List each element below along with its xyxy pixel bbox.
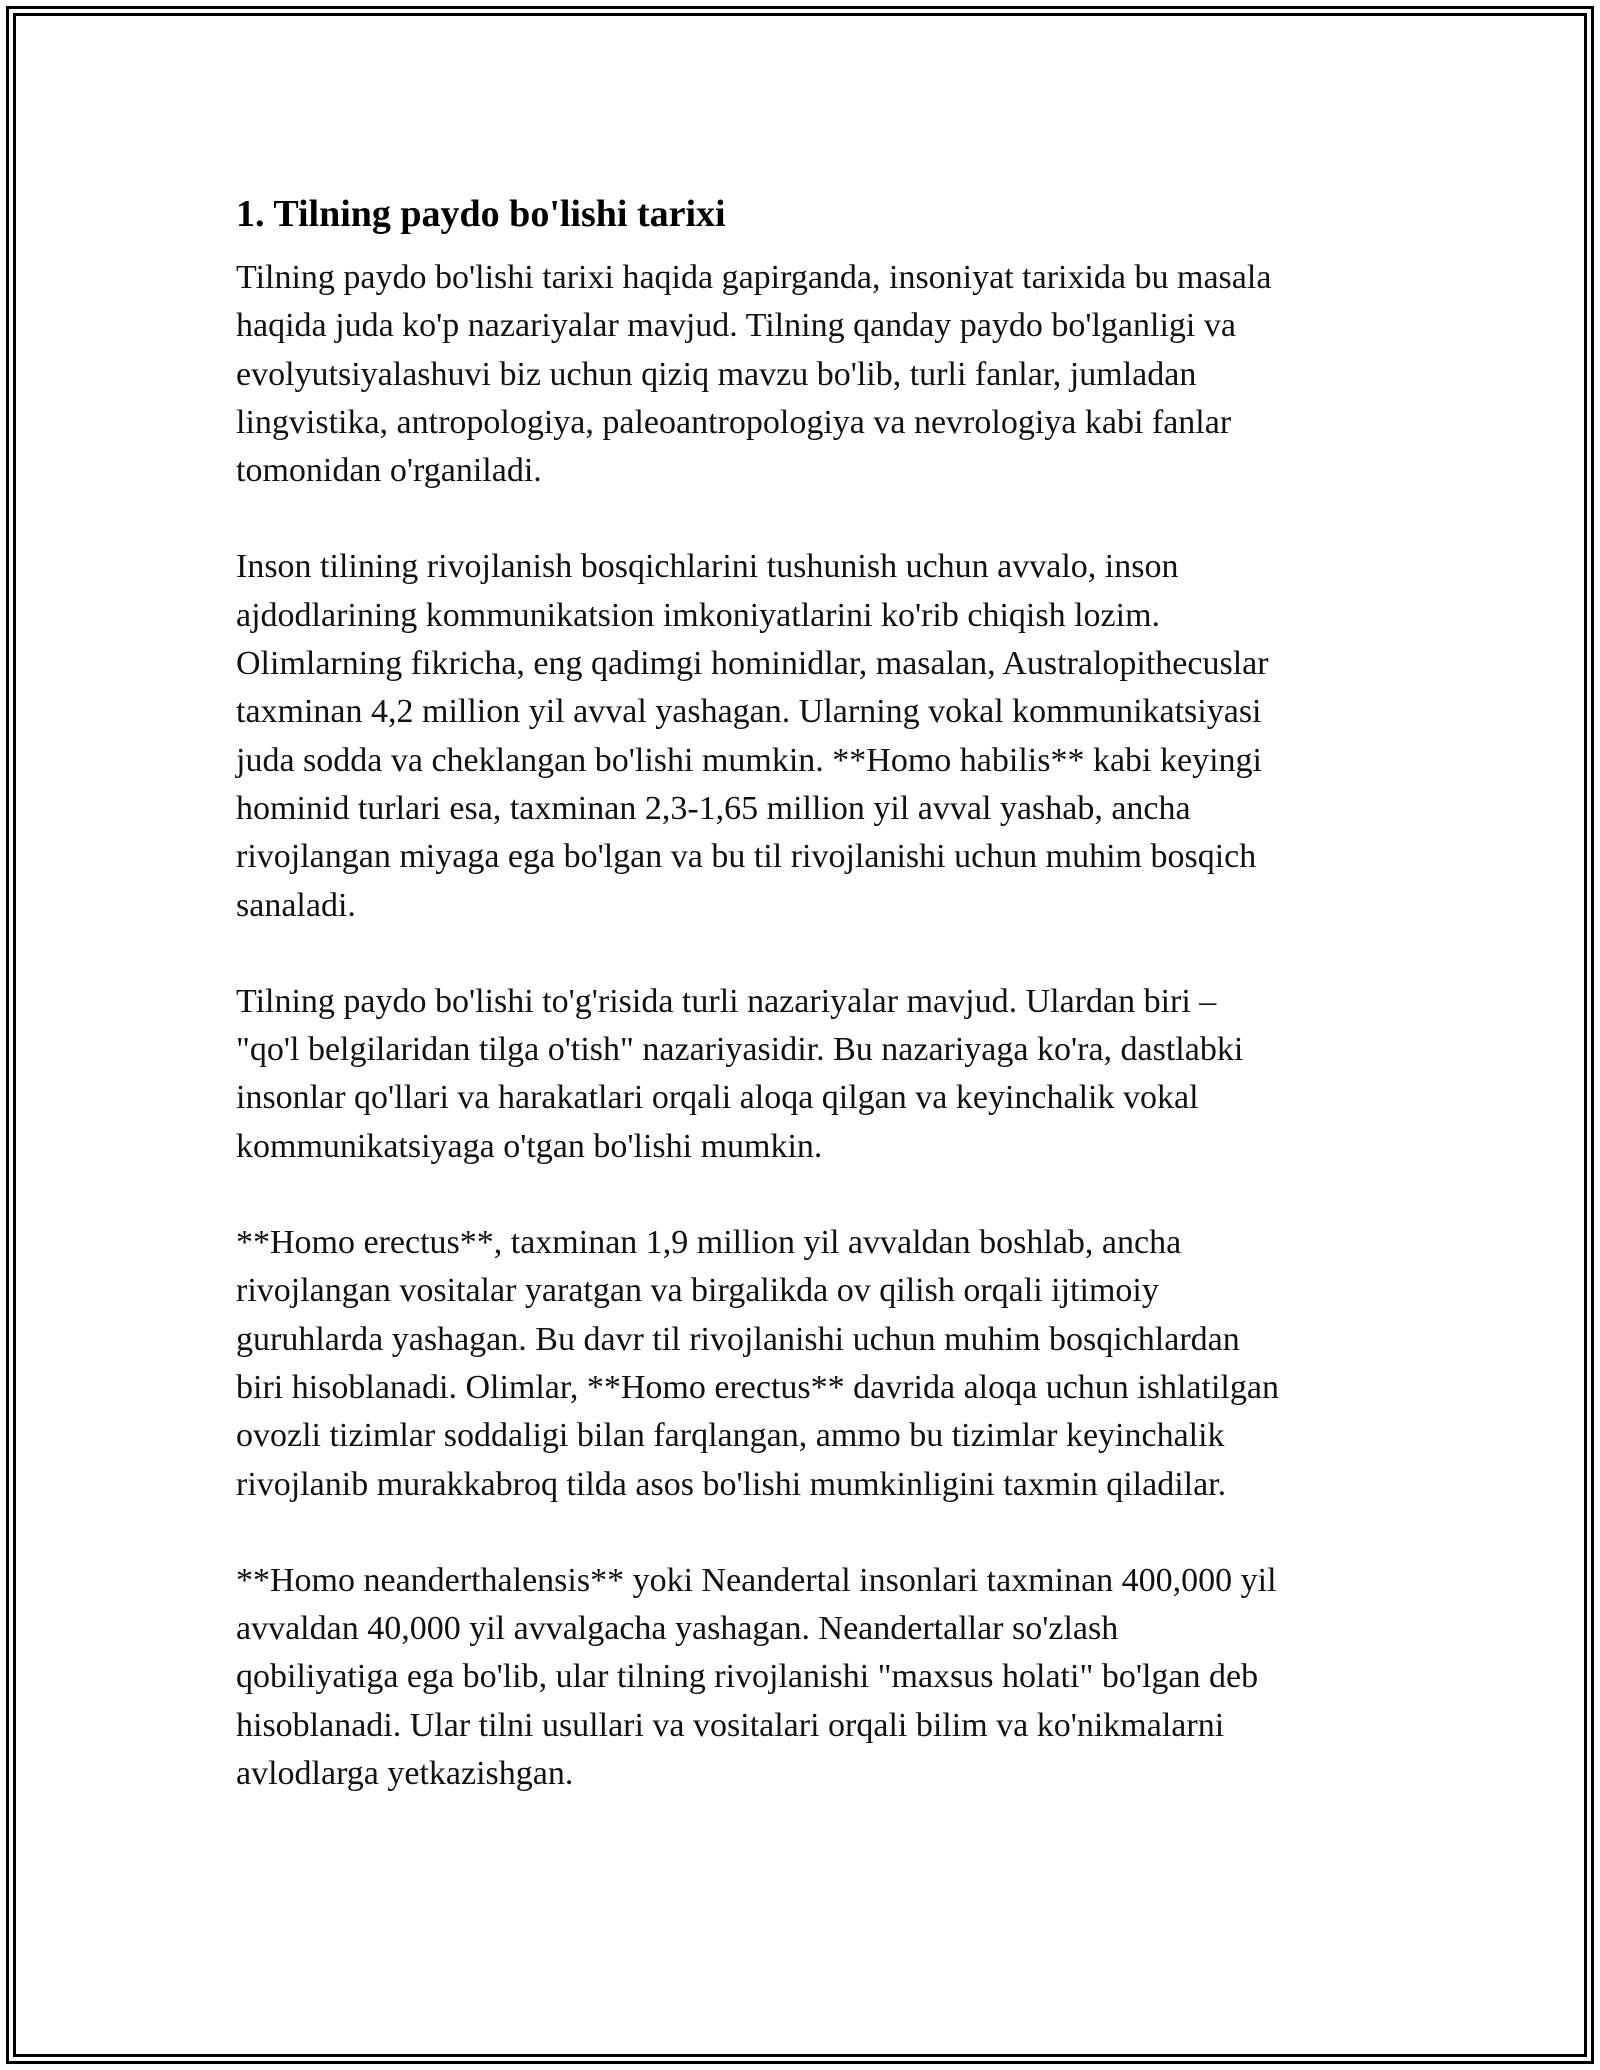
paragraph-line: Tilning paydo bo'lishi to'g'risida turli nazariyalar mavjud. Ulardan biri – [236, 982, 1217, 1020]
paragraph-line: kommunikatsiyaga o'tgan bo'lishi mumkin. [236, 1127, 823, 1165]
paragraph-line: qobiliyatiga ega bo'lib, ular tilning rivojlanishi "maxsus holati" bo'lgan deb [236, 1658, 1259, 1696]
paragraph-line: tomonidan o'rganiladi. [236, 452, 542, 490]
paragraph-3 [236, 978, 1386, 1171]
paragraph-5 [236, 1557, 1386, 1798]
paragraph-line: Olimlarning fikricha, eng qadimgi hominidlar, masalan, Australopithecuslar [236, 645, 1269, 683]
paragraph-line: biri hisoblanadi. Olimlar, **Homo erectus** davrida aloqa uchun ishlatilgan [236, 1368, 1279, 1406]
paragraph-line: haqida juda ko'p nazariyalar mavjud. Tilning qanday paydo bo'lganligi va [236, 307, 1236, 345]
document-body [236, 188, 1386, 1846]
paragraph-1 [236, 254, 1386, 495]
paragraph-line: guruhlarda yashagan. Bu davr til rivojlanishi uchun muhim bosqichlardan [236, 1320, 1240, 1358]
paragraph-line: taxminan 4,2 million yil avval yashagan. Ularning vokal kommunikatsiyasi [236, 693, 1262, 731]
paragraph-line: **Homo neanderthalensis** yoki Neandertal insonlari taxminan 400,000 yil [236, 1561, 1277, 1599]
paragraph-line: evolyutsiyalashuvi biz uchun qiziq mavzu bo'lib, turli fanlar, jumladan [236, 355, 1197, 393]
paragraph-line: rivojlangan vositalar yaratgan va birgalikda ov qilish orqali ijtimoiy [236, 1272, 1159, 1310]
paragraph-line: Inson tilining rivojlanish bosqichlarini tushunish uchun avvalo, inson [236, 548, 1179, 586]
paragraph-line: "qo'l belgilaridan tilga o'tish" nazariyasidir. Bu nazariyaga ko'ra, dastlabki [236, 1031, 1244, 1069]
paragraph-line: **Homo erectus**, taxminan 1,9 million yil avvaldan boshlab, ancha [236, 1224, 1182, 1262]
paragraph-line: rivojlanib murakkabroq tilda asos bo'lishi mumkinligini taxmin qiladilar. [236, 1465, 1227, 1503]
paragraph-line: ovozli tizimlar soddaligi bilan farqlangan, ammo bu tizimlar keyinchalik [236, 1417, 1225, 1455]
paragraph-line: avvaldan 40,000 yil avvalgacha yashagan. Neandertallar so'zlash [236, 1610, 1119, 1648]
paragraph-line: sanaladi. [236, 886, 356, 924]
paragraph-line: juda sodda va cheklangan bo'lishi mumkin. **Homo habilis** kabi keyingi [236, 741, 1262, 779]
section-title: 1. Tilning paydo bo'lishi tarixi [236, 193, 726, 235]
paragraph-line: lingvistika, antropologiya, paleoantropologiya va nevrologiya kabi fanlar [236, 403, 1232, 441]
paragraph-line: ajdodlarining kommunikatsion imkoniyatlarini ko'rib chiqish lozim. [236, 596, 1161, 634]
paragraph-line: Tilning paydo bo'lishi tarixi haqida gapirganda, insoniyat tarixida bu masala [236, 259, 1272, 296]
paragraph-2 [236, 543, 1386, 929]
paragraph-line: insonlar qo'llari va harakatlari orqali aloqa qilgan va keyinchalik vokal [236, 1079, 1199, 1117]
paragraph-4 [236, 1219, 1386, 1509]
paragraph-line: avlodlarga yetkazishgan. [236, 1755, 574, 1793]
paragraph-line: rivojlangan miyaga ega bo'lgan va bu til rivojlanishi uchun muhim bosqich [236, 838, 1257, 876]
paragraph-line: hisoblanadi. Ular tilni usullari va vositalari orqali bilim va ko'nikmalarni [236, 1706, 1225, 1744]
paragraph-line: hominid turlari esa, taxminan 2,3-1,65 million yil avval yashab, ancha [236, 789, 1191, 827]
